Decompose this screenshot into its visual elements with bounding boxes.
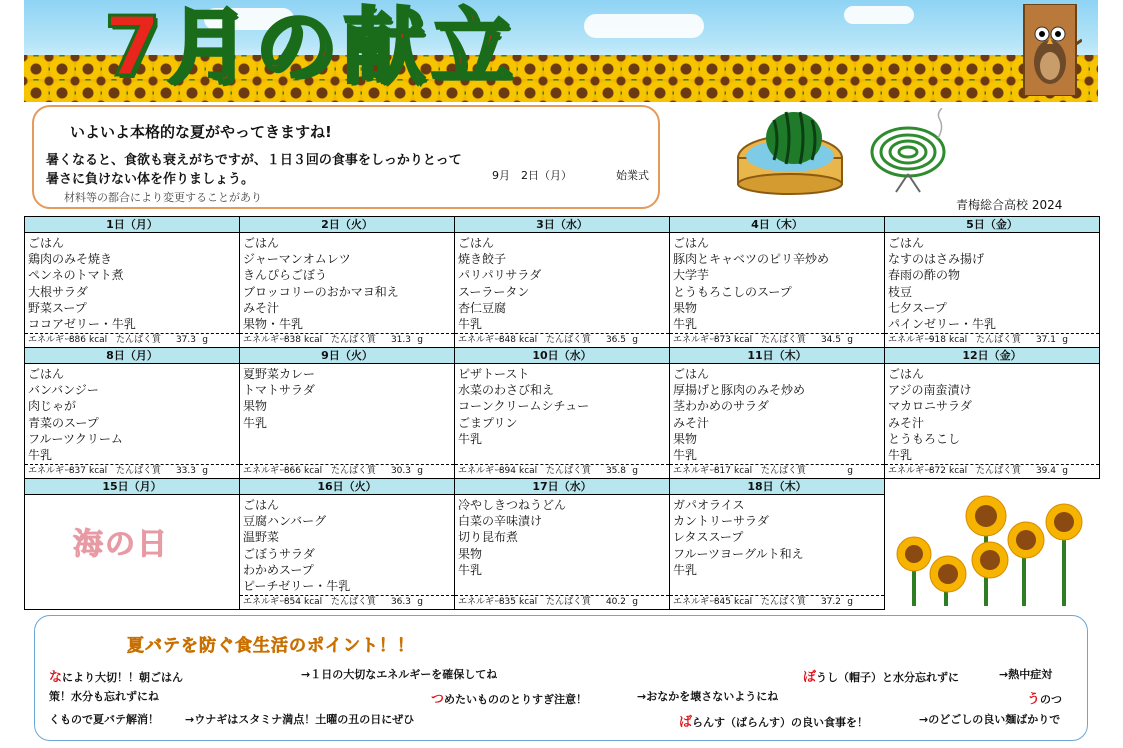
day-header: 4日（木） (670, 217, 884, 233)
gram-unit: g (847, 597, 853, 607)
tip-body: うし（帽子）と水分忘れずに (816, 671, 960, 684)
menu-item: フルーツヨーグルト和え (673, 546, 804, 561)
menu-item: 枝豆 (888, 284, 913, 299)
menu-item: 牛乳 (458, 562, 483, 577)
menu-item: アジの南蛮漬け (888, 383, 972, 398)
tip-text (431, 688, 587, 707)
day-header: 18日（木） (670, 479, 884, 495)
day-header: 2日（火） (240, 217, 454, 233)
day-cell (454, 478, 670, 610)
owl-in-tree-icon (1018, 4, 1082, 96)
day-cell (454, 347, 670, 479)
nutrition-row (455, 333, 669, 347)
menu-item: パリパリサラダ (458, 268, 542, 283)
protein-label: たんぱく質 (546, 466, 592, 476)
menu-item: 夏野菜カレー (243, 367, 316, 381)
menu-item: 牛乳 (673, 562, 698, 577)
menu-item: ピーチゼリー・牛乳 (243, 579, 351, 594)
energy-value: 845 (713, 597, 731, 607)
change-note: 材料等の都合により変更することがあり (64, 191, 262, 204)
energy-label: エネルギー (888, 335, 934, 345)
tip-text (637, 688, 778, 704)
menu-item: ブロッコリーのおかマヨ和え (243, 284, 399, 299)
tip-text (301, 666, 497, 682)
kcal-unit: kcal (89, 335, 108, 345)
menu-item: ごぼうサラダ (243, 546, 315, 561)
menu-item: 鶏肉のみそ焼き (28, 252, 113, 267)
gram-unit: g (202, 466, 208, 476)
energy-label: エネルギー (458, 466, 504, 476)
day-cell (239, 478, 455, 610)
nutrition-row (25, 464, 239, 478)
menu-item: 七夕スープ (888, 300, 947, 315)
menu-item: カントリーサラダ (673, 514, 769, 529)
protein-label: たんぱく質 (116, 466, 162, 476)
menu-item: マカロニサラダ (888, 399, 972, 414)
tip-body: →おなかを壊さないようにね (637, 690, 779, 703)
day-header: 12日（金） (885, 348, 1099, 364)
day-cell (24, 478, 240, 610)
menu-item: ピザトースト (458, 367, 530, 381)
protein-value: 36.3 (390, 597, 411, 607)
title-banner (24, 0, 1098, 102)
day-header: 5日（金） (885, 217, 1099, 233)
energy-value: 866 (283, 466, 301, 476)
day-header: 16日（火） (240, 479, 454, 495)
menu-item: 豆腐ハンバーグ (243, 514, 327, 529)
protein-value: 31.3 (390, 335, 411, 345)
gram-unit: g (632, 335, 638, 345)
gram-unit: g (847, 466, 853, 476)
menu-item: とうもろこしのスープ (673, 284, 792, 299)
intro-line: 暑さに負けない体を作りましょう。 (46, 172, 255, 187)
day-cell (24, 347, 240, 479)
tip-text (49, 711, 159, 727)
protein-label: たんぱく質 (761, 597, 807, 607)
menu-item: 野菜スープ (28, 300, 87, 315)
menu-item: 牛乳 (458, 431, 483, 446)
menu-item: 牛乳 (673, 317, 698, 332)
energy-label: エネルギー (673, 466, 719, 476)
tip-body: →のどごしの良い麺ばかりで (919, 713, 1061, 726)
protein-label: たんぱく質 (331, 597, 377, 607)
menu-item: ごはん (673, 236, 710, 250)
protein-value: 34.5 (820, 335, 841, 345)
cloud (584, 14, 704, 38)
gram-unit: g (1062, 466, 1068, 476)
energy-value: 835 (498, 597, 516, 607)
tip-key-letter: な (49, 670, 63, 685)
nutrition-row (455, 595, 669, 609)
energy-value: 837 (68, 466, 86, 476)
nutrition-row (240, 464, 454, 478)
menu-item: 果物 (458, 546, 483, 561)
energy-value: 894 (498, 466, 516, 476)
protein-value: 36.5 (605, 335, 626, 345)
kcal-unit: kcal (949, 335, 968, 345)
menu-item: 果物・牛乳 (243, 317, 304, 332)
menu-item: フルーツクリーム (28, 431, 123, 446)
energy-label: エネルギー (458, 335, 504, 345)
kcal-unit: kcal (949, 466, 968, 476)
tip-text (49, 688, 159, 704)
menu-item: 牛乳 (888, 448, 913, 463)
nutrition-row (885, 333, 1099, 347)
menu-item: なすのはさみ揚げ (888, 252, 985, 267)
kcal-unit: kcal (304, 597, 323, 607)
day-cell (24, 216, 240, 348)
school-name: 青梅総合高校 2024 (956, 198, 1063, 212)
tip-text (999, 666, 1052, 682)
sunflowers-icon (884, 488, 1094, 608)
tip-text (679, 711, 868, 730)
energy-value: 838 (283, 335, 301, 345)
kcal-unit: kcal (734, 466, 753, 476)
tip-key-letter: ば (679, 715, 693, 730)
tip-key-letter: つ (431, 692, 445, 707)
energy-value: 848 (498, 335, 516, 345)
menu-item: 冷やしきつねうどん (458, 498, 567, 512)
day-header: 10日（水） (455, 348, 669, 364)
protein-label: たんぱく質 (546, 335, 592, 345)
protein-value: 35.8 (605, 466, 626, 476)
tip-text (185, 711, 414, 727)
protein-label: たんぱく質 (976, 335, 1022, 345)
protein-value: 40.2 (605, 597, 626, 607)
event-date: 9月 2日（月） (492, 169, 572, 182)
protein-label: たんぱく質 (761, 335, 807, 345)
menu-item: 白菜の辛味漬け (458, 514, 543, 529)
menu-item: みそ汁 (888, 415, 925, 430)
nutrition-row (240, 333, 454, 347)
menu-item: わかめスープ (243, 562, 314, 577)
menu-item: ごはん (243, 236, 280, 250)
energy-value: 854 (283, 597, 301, 607)
day-header: 11日（木） (670, 348, 884, 364)
menu-item: 茎わかめのサラダ (673, 399, 769, 414)
tip-text (49, 666, 183, 685)
energy-value: 872 (928, 466, 946, 476)
tip-body: 策！水分も忘れずにね (49, 690, 159, 703)
menu-item: ごはん (673, 367, 710, 381)
menu-item: ごはん (888, 367, 925, 381)
day-cell (454, 216, 670, 348)
menu-item: 果物 (243, 399, 268, 414)
kcal-unit: kcal (734, 597, 753, 607)
day-header: 3日（水） (455, 217, 669, 233)
menu-item: みそ汁 (243, 300, 280, 315)
menu-item: パインゼリー・牛乳 (888, 317, 997, 332)
gram-unit: g (632, 597, 638, 607)
protein-value: 37.3 (175, 335, 196, 345)
watermelon-tub-icon (730, 100, 850, 196)
intro-title: いよいよ本格的な夏がやってきますね! (70, 123, 332, 141)
kcal-unit: kcal (304, 335, 323, 345)
energy-label: エネルギー (243, 466, 289, 476)
menu-item: みそ汁 (673, 415, 710, 430)
energy-value: 886 (68, 335, 86, 345)
menu-item: 豚肉とキャベツのピリ辛炒め (673, 252, 830, 267)
menu-item: ジャーマンオムレツ (243, 252, 351, 267)
menu-item: 牛乳 (243, 415, 268, 430)
mosquito-coil-icon (868, 108, 958, 198)
menu-item: 焼き餃子 (458, 252, 507, 267)
energy-label: エネルギー (28, 335, 74, 345)
holiday-label: 海の日 (73, 527, 169, 562)
menu-item: レタススープ (673, 530, 744, 545)
tip-body: のつ (1040, 693, 1063, 706)
tip-text (803, 666, 959, 685)
day-header: 8日（月） (25, 348, 239, 364)
menu-item: ごはん (28, 367, 65, 381)
tip-body: →１日の大切なエネルギーを確保してね (301, 668, 498, 681)
menu-item: 大学芋 (673, 268, 710, 283)
menu-item: 肉じゃが (28, 399, 77, 414)
energy-value: 873 (713, 335, 731, 345)
tip-text (1027, 688, 1062, 707)
kcal-unit: kcal (734, 335, 753, 345)
menu-item: 牛乳 (458, 317, 483, 332)
energy-label: エネルギー (673, 335, 719, 345)
gram-unit: g (202, 335, 208, 345)
menu-item: ごはん (888, 236, 925, 250)
cloud (844, 6, 914, 24)
menu-item: 水菜のわさび和え (458, 383, 555, 398)
day-header: 1日（月） (25, 217, 239, 233)
kcal-unit: kcal (519, 335, 538, 345)
energy-value: 918 (928, 335, 946, 345)
menu-item: 大根サラダ (28, 284, 88, 299)
menu-item: トマトサラダ (243, 383, 315, 398)
kcal-unit: kcal (89, 466, 108, 476)
tip-body: →ウナギはスタミナ満点！土曜の丑の日にぜひ (185, 713, 415, 726)
menu-item: バンバンジー (28, 383, 99, 398)
tip-key-letter: ぼ (803, 670, 817, 685)
gram-unit: g (417, 466, 423, 476)
protein-value: 37.1 (1035, 335, 1056, 345)
protein-value: 37.2 (820, 597, 841, 607)
menu-item: ごまプリン (458, 415, 518, 430)
energy-value: 817 (713, 466, 731, 476)
menu-item: ペンネのトマト煮 (28, 268, 124, 283)
tip-body: →熱中症対 (999, 668, 1053, 681)
protein-label: たんぱく質 (331, 466, 377, 476)
menu-item: 牛乳 (28, 448, 53, 463)
protein-value: 30.3 (390, 466, 411, 476)
menu-item: ごはん (243, 498, 280, 512)
menu-item: スーラータン (458, 284, 530, 299)
tip-text (919, 711, 1060, 727)
intro-line: 暑くなると、食欲も衰えがちですが、１日３回の食事をしっかりとって (46, 153, 462, 168)
day-cell (239, 216, 455, 348)
protein-value: 33.3 (175, 466, 196, 476)
day-header: 17日（水） (455, 479, 669, 495)
menu-item: ココアゼリー・牛乳 (28, 317, 136, 332)
day-header: 9日（火） (240, 348, 454, 364)
day-cell (669, 347, 885, 479)
menu-item: きんぴらごぼう (243, 268, 328, 283)
day-cell (239, 347, 455, 479)
protein-value: 39.4 (1035, 466, 1056, 476)
menu-item: 温野菜 (243, 530, 280, 545)
menu-item: 杏仁豆腐 (458, 300, 507, 315)
event-name: 始業式 (616, 169, 649, 182)
day-cell (884, 347, 1100, 479)
gram-unit: g (1062, 335, 1068, 345)
page-title: 7月の献立 (104, 0, 520, 95)
nutrition-row (455, 464, 669, 478)
tip-body: らんす（ばらんす）の良い食事を！ (692, 716, 869, 729)
tip-body: により大切！！朝ごはん (62, 671, 184, 684)
menu-item: ごはん (28, 236, 65, 250)
intro-box (32, 105, 660, 209)
gram-unit: g (847, 335, 853, 345)
day-cell (669, 478, 885, 610)
energy-label: エネルギー (673, 597, 719, 607)
menu-item: コーンクリームシチュー (458, 399, 590, 414)
gram-unit: g (417, 597, 423, 607)
gram-unit: g (632, 466, 638, 476)
day-header: 15日（月） (25, 479, 239, 495)
menu-item: 果物 (673, 431, 698, 446)
protein-label: たんぱく質 (331, 335, 377, 345)
energy-label: エネルギー (28, 466, 74, 476)
nutrition-row (670, 464, 884, 478)
energy-label: エネルギー (243, 597, 289, 607)
protein-label: たんぱく質 (761, 466, 807, 476)
gram-unit: g (417, 335, 423, 345)
tips-box (34, 615, 1088, 741)
menu-item: 果物 (673, 300, 698, 315)
energy-label: エネルギー (888, 466, 934, 476)
nutrition-row (885, 464, 1099, 478)
menu-item: とうもろこし (888, 431, 961, 446)
protein-label: たんぱく質 (976, 466, 1022, 476)
nutrition-row (25, 333, 239, 347)
menu-item: 青菜のスープ (28, 415, 99, 430)
nutrition-row (670, 595, 884, 609)
tips-title: 夏バテを防ぐ食生活のポイント！！ (127, 636, 415, 656)
kcal-unit: kcal (519, 466, 538, 476)
tip-body: めたいもののとりすぎ注意！ (444, 693, 588, 706)
menu-item: ガパオライス (673, 498, 745, 512)
nutrition-row (240, 595, 454, 609)
day-cell (884, 216, 1100, 348)
menu-item: 切り昆布煮 (458, 530, 519, 545)
protein-label: たんぱく質 (116, 335, 162, 345)
energy-label: エネルギー (458, 597, 504, 607)
tip-key-letter: う (1027, 692, 1041, 707)
kcal-unit: kcal (304, 466, 323, 476)
menu-item: 厚揚げと豚肉のみそ炒め (673, 383, 806, 398)
tip-body: くもので夏バテ解消！ (49, 713, 159, 726)
kcal-unit: kcal (519, 597, 538, 607)
energy-label: エネルギー (243, 335, 289, 345)
menu-item: 春雨の酢の物 (888, 268, 961, 283)
day-cell (669, 216, 885, 348)
protein-label: たんぱく質 (546, 597, 592, 607)
menu-item: 牛乳 (673, 448, 698, 463)
nutrition-row (670, 333, 884, 347)
menu-item: ごはん (458, 236, 495, 250)
